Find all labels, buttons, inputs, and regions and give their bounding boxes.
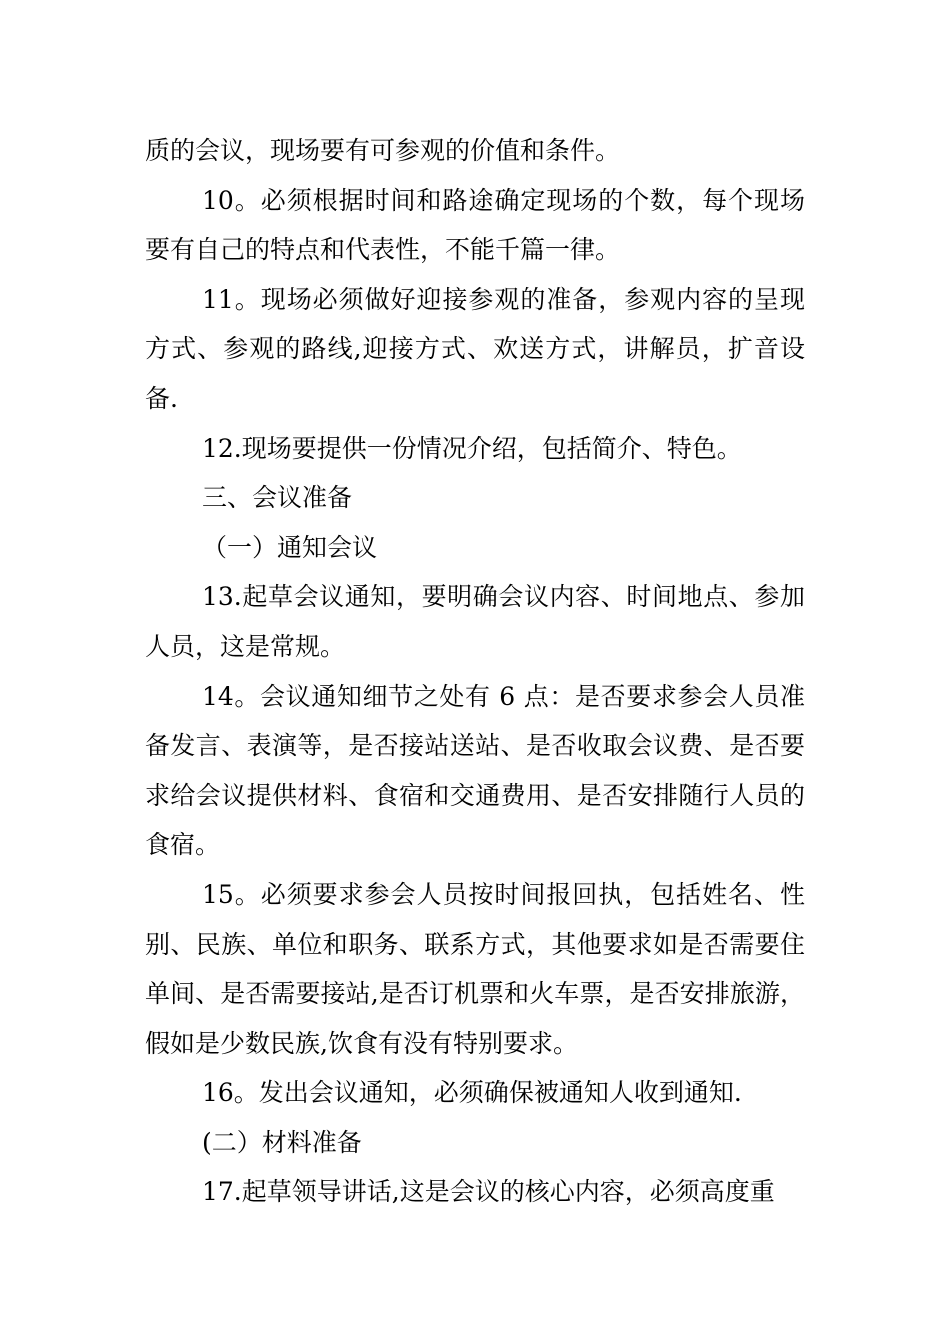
section-heading-meeting-preparation: 三、会议准备 [202,483,353,513]
paragraph-item-13: 13.起草会议通知，要明确会议内容、时间地点、参加人员，这是常规。 [145,582,805,661]
paragraph-item-15: 15。必须要求参会人员按时间报回执，包括姓名、性别、民族、单位和职务、联系方式，其他要求如是否需要住单间、是否需要接站,是否订机票和火车票，是否安排旅游，假如是少数民族,饮食有没有特别要求。 [145,879,805,1058]
paragraph-item-10: 10。必须根据时间和路途确定现场的个数，每个现场要有自己的特点和代表性，不能千篇一律。 [145,185,805,265]
paragraph-item-12: 12.现场要提供一份情况介绍，包括简介、特色。 [202,433,742,463]
paragraph-item-14: 14。会议通知细节之处有 6 点：是否要求参会人员准备发言、表演等，是否接站送站、是否收取会议费、是否要求给会议提供材料、食宿和交通费用、是否安排随行人员的食宿。 [145,681,805,860]
subsection-heading-materials: (二）材料准备 [202,1127,362,1157]
paragraph-item-11: 11。现场必须做好迎接参观的准备，参观内容的呈现方式、参观的路线,迎接方式、欢送方式，讲解员，扩音设备. [145,284,805,413]
document-body [145,126,805,1217]
paragraph-continued: 质的会议，现场要有可参观的价值和条件。 [145,136,621,165]
subsection-heading-notification: （一）通知会议 [202,532,378,562]
paragraph-item-17: 17.起草领导讲话,这是会议的核心内容，必须高度重 [202,1177,775,1207]
paragraph-item-16: 16。发出会议通知，必须确保被通知人收到通知. [202,1078,742,1108]
